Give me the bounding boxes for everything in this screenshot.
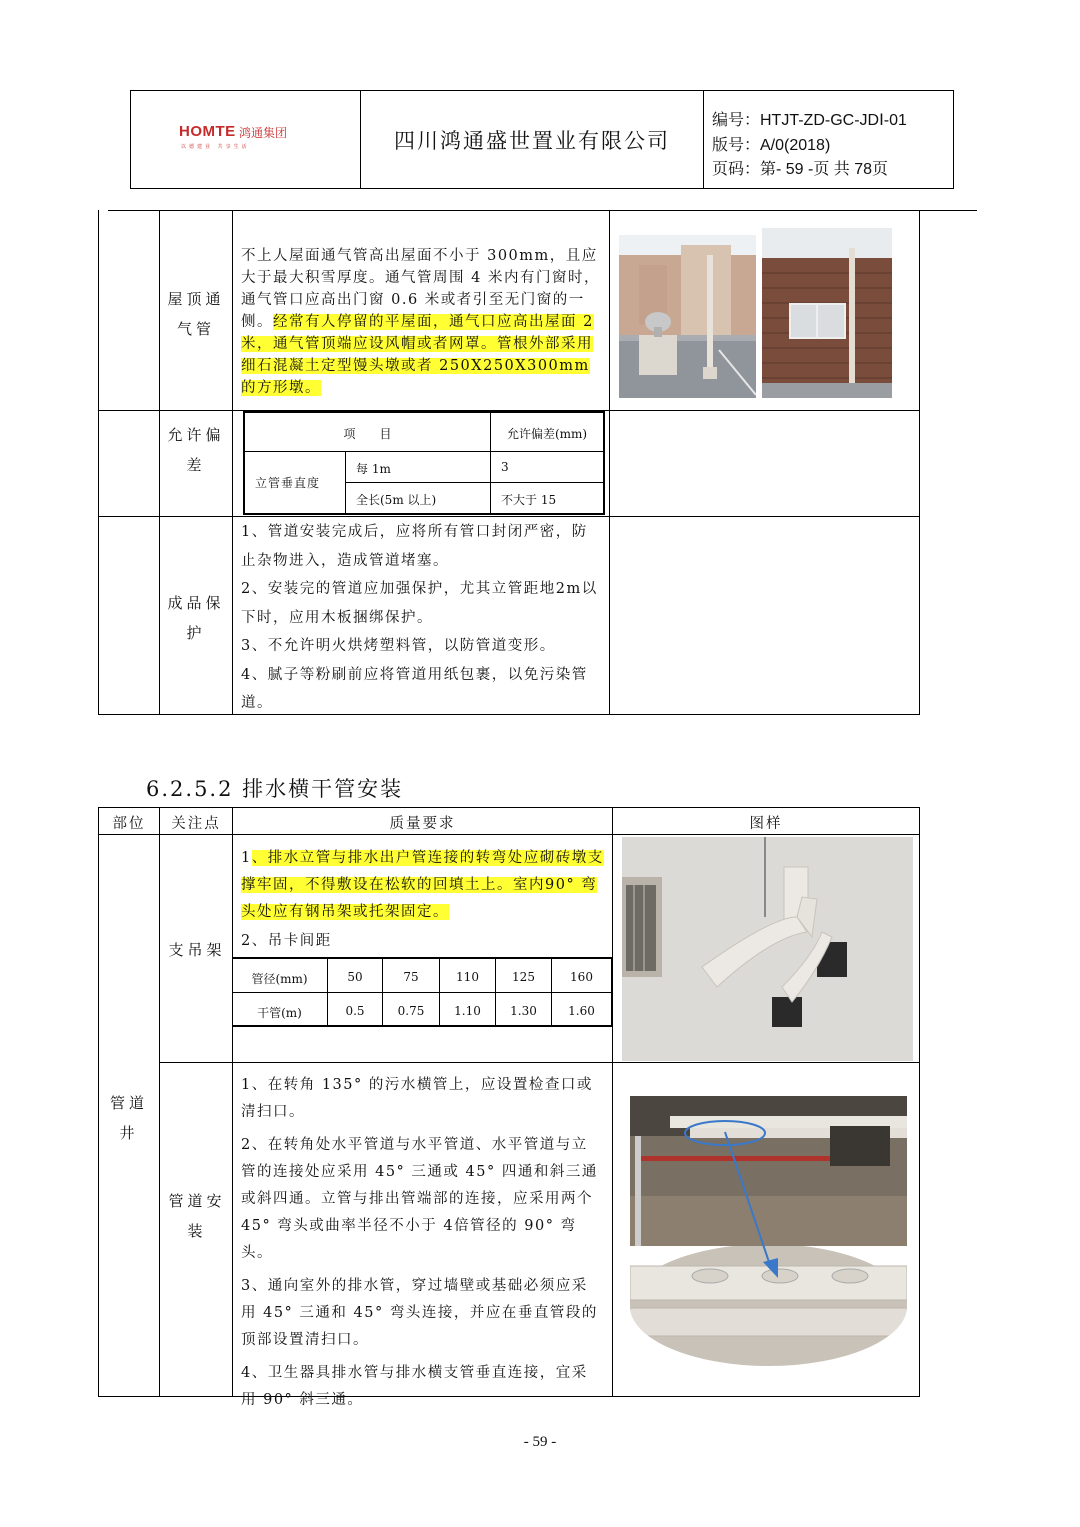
list-item: 4、卫生器具排水管与排水横支管垂直连接，宜采用 90° 斜三通。 bbox=[241, 1365, 588, 1408]
deviation-item-name: 立管垂直度 bbox=[255, 476, 321, 490]
point-roof-vent: 屋顶通气管 bbox=[167, 290, 225, 338]
doc-version: 版号：A/0(2018) bbox=[712, 137, 831, 154]
spacing-label-main: 干管(m) bbox=[257, 1006, 302, 1020]
roof-vent-highlight: 经常有人停留的平屋面，通气口应高出屋面 2 米，通气管顶端应设风帽或者网罩。管根外部采用细石混凝土定型馒头墩或者 250X250X300mm 的方形墩。 bbox=[241, 314, 594, 396]
point-pipe-install: 管道安装 bbox=[168, 1192, 226, 1240]
deviation-sub-1: 每 1m bbox=[356, 462, 391, 476]
list-item: 3、通向室外的排水管，穿过墙壁或基础必须应采用 45° 三通和 45° 弯头连接，并应在垂直管段的顶部设置清扫口。 bbox=[241, 1278, 598, 1348]
spacing-v-110: 1.10 bbox=[454, 1004, 481, 1018]
pipe-install-list bbox=[241, 1072, 603, 1414]
spacing-d-160: 160 bbox=[570, 970, 593, 984]
company-name: 四川鸿通盛世置业有限公司 bbox=[394, 129, 670, 153]
spacing-table bbox=[232, 957, 612, 1027]
hanger-item-number: 1 bbox=[241, 850, 252, 866]
zoom-arrow-icon bbox=[700, 1130, 790, 1280]
logo-brand: HOMTE bbox=[179, 123, 236, 140]
list-item: 2、在转角处水平管道与水平管道、水平管道与立管的连接处应采用 45° 三通或 45° 四通和斜三通或斜四通。立管与排出管端部的连接，应采用两个 45° 弯头或曲率半径不小于 4倍管径的 90° 弯头。 bbox=[241, 1137, 598, 1261]
point-product-protection: 成品保护 bbox=[167, 594, 225, 642]
spacing-v-75: 0.75 bbox=[397, 1004, 425, 1018]
hanger-requirement-2: 2、吊卡间距 bbox=[241, 933, 332, 949]
list-item: 3、不允许明火烘烤塑料管，以防管道变形。 bbox=[241, 638, 556, 654]
deviation-value-2: 不大于 15 bbox=[501, 493, 557, 507]
roof-vent-text: 不上人屋面通气管高出屋面不小于 300mm，且应大于最大积雪厚度。通气管周围 4 米内有门窗时，通气管口应高出门窗 0.6 米或者引至无门窗的一侧。 bbox=[241, 248, 600, 330]
doc-code: 编号：HTJT-ZD-GC-JDⅠ-01 bbox=[712, 112, 907, 129]
section-title: 6.2.5.2 排水横干管安装 bbox=[146, 777, 404, 801]
part-pipe-shaft: 管道井 bbox=[109, 1094, 148, 1142]
spacing-d-110: 110 bbox=[456, 970, 479, 984]
point-hangers: 支吊架 bbox=[168, 941, 226, 959]
spacing-v-125: 1.30 bbox=[510, 1004, 537, 1018]
deviation-value-1: 3 bbox=[501, 460, 509, 474]
deviation-header-value: 允许偏差(mm) bbox=[506, 427, 588, 441]
header-focus: 关注点 bbox=[171, 816, 221, 832]
spacing-v-50: 0.5 bbox=[345, 1004, 365, 1018]
deviation-sub-2: 全长(5m 以上) bbox=[356, 493, 437, 507]
spacing-d-50: 50 bbox=[347, 970, 363, 984]
logo-cn: 鸿通集团 bbox=[239, 126, 288, 140]
hanger-highlight: 、排水立管与排水出户管连接的转弯处应砌砖墩支撑牢固，不得敷设在松软的回填土上。室内90° 弯头处应有钢吊架或托架固定。 bbox=[241, 850, 604, 920]
logo-tagline: 以德建业 共享生活 bbox=[181, 144, 250, 150]
hanger-requirement-1 bbox=[241, 845, 607, 926]
doc-page: 页码：第- 59 -页 共 78页 bbox=[712, 161, 889, 178]
header-part: 部位 bbox=[112, 816, 146, 832]
page-number: - 59 - bbox=[523, 1434, 557, 1450]
header-figure: 图样 bbox=[749, 816, 783, 832]
deviation-header-item: 项 目 bbox=[343, 427, 392, 441]
list-item: 1、在转角 135° 的污水横管上，应设置检查口或清扫口。 bbox=[241, 1077, 593, 1120]
spacing-label-diameter: 管径(mm) bbox=[251, 972, 308, 986]
list-item: 4、腻子等粉刷前应将管道用纸包裹，以免污染管道。 bbox=[241, 666, 588, 711]
spacing-v-160: 1.60 bbox=[568, 1004, 595, 1018]
spacing-d-125: 125 bbox=[512, 970, 535, 984]
list-item: 1、管道安装完成后，应将所有管口封闭严密，防止杂物进入，造成管道堵塞。 bbox=[241, 524, 588, 569]
list-item: 2、安装完的管道应加强保护，尤其立管距地2m以下时，应用木板捆绑保护。 bbox=[241, 581, 598, 626]
spacing-d-75: 75 bbox=[403, 970, 419, 984]
pipe-bracket-photo bbox=[622, 837, 913, 1061]
header-quality: 质量要求 bbox=[389, 816, 456, 832]
point-allowed-deviation: 允许偏差 bbox=[167, 426, 225, 474]
